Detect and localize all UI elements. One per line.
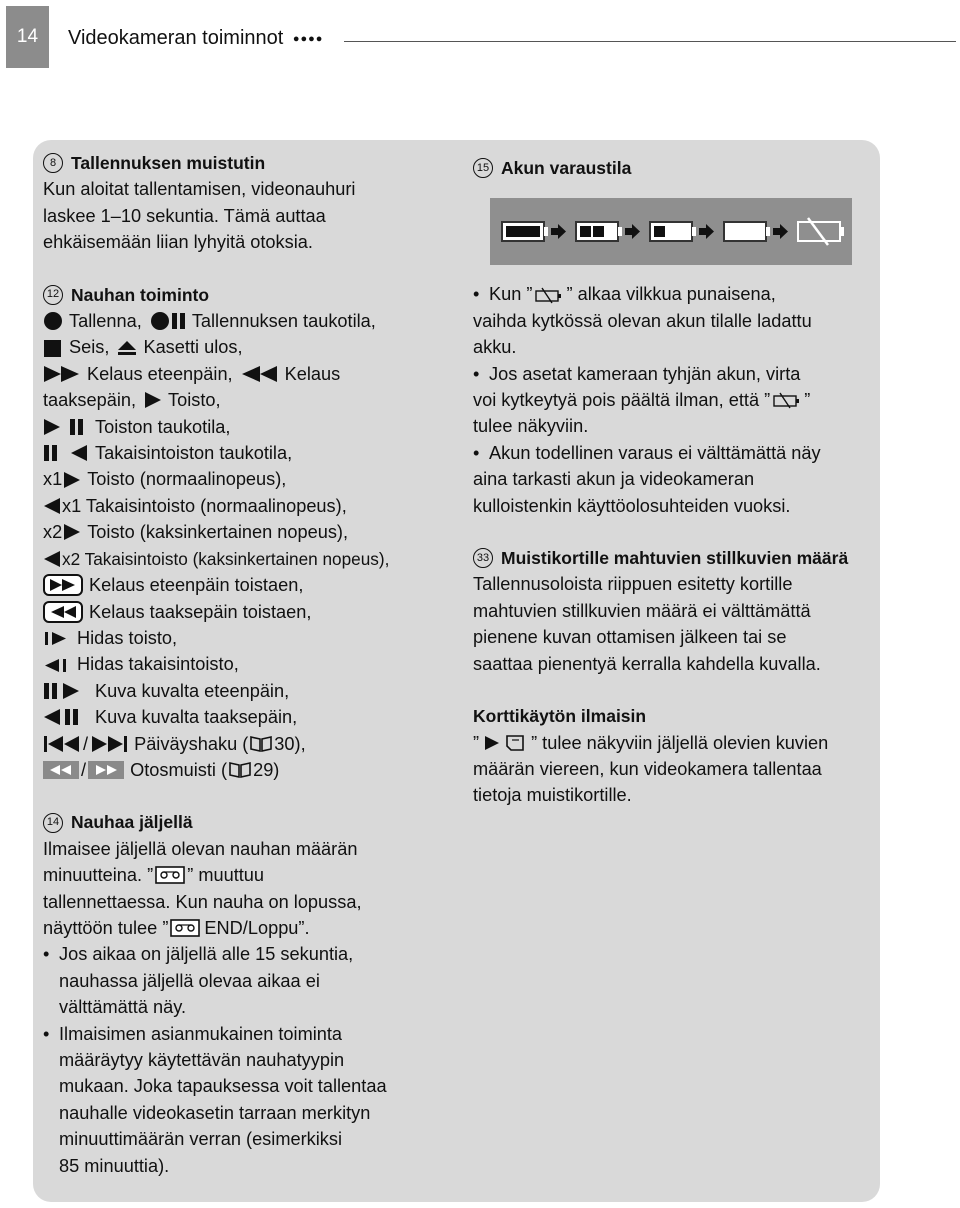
bullet-line: Jos aikaa on jäljellä alle 15 sekuntia, xyxy=(59,944,354,965)
paragraph-line xyxy=(473,730,883,756)
paragraph-line: Tallennusoloista riippuen esitetty kortille xyxy=(473,574,793,595)
text-fragment: voi kytkeytyä pois päältä ilman, että ” xyxy=(473,390,771,411)
bullet-item: • Jos asetat kameraan tyhjän akun, virta voi kytkeytyä pois päältä ilman, että ” ” tulee näkyviin. xyxy=(473,361,883,440)
list-item xyxy=(43,651,453,677)
text-fragment: ” alkaa vilkkua punaisena, xyxy=(566,284,776,305)
item-text: Tallennuksen taukotila, xyxy=(191,311,376,332)
bullet-line xyxy=(489,281,812,307)
eject-icon xyxy=(117,338,137,358)
slash-separator: / xyxy=(83,733,89,754)
paragraph-line: tietoja muistikortille. xyxy=(473,785,632,806)
reverse-play-icon xyxy=(43,496,61,516)
list-item xyxy=(43,704,453,730)
item-text: Kuva kuvalta eteenpäin, xyxy=(95,680,290,701)
section-number: 12 xyxy=(43,285,63,305)
paragraph-line: pienene kuvan ottamisen jälkeen tai se xyxy=(473,627,787,648)
item-text: x1 Takaisintoisto (normaalinopeus), xyxy=(62,495,347,516)
arrow-right-icon xyxy=(699,224,714,239)
play-icon xyxy=(63,470,81,490)
battery-low-icon xyxy=(724,222,770,241)
list-item xyxy=(43,599,453,625)
forward-index-icon xyxy=(88,760,124,780)
section-title: Akun varaustila xyxy=(501,158,632,178)
slow-reverse-icon xyxy=(43,655,71,675)
paragraph-line: ehkäisemään liian lyhyitä otoksia. xyxy=(43,232,313,253)
bullet-line: välttämättä näy. xyxy=(59,997,187,1018)
item-text: Kuva kuvalta taaksepäin, xyxy=(95,707,298,728)
item-text: Hidas toisto, xyxy=(77,627,178,648)
book-icon xyxy=(250,735,272,753)
battery-empty-icon xyxy=(772,391,802,409)
list-item xyxy=(43,546,453,572)
battery-empty-icon xyxy=(534,286,564,304)
bullet-line: mukaan. Joka tapauksessa voit tallentaa xyxy=(59,1076,387,1097)
item-text: taaksepäin, xyxy=(43,390,137,411)
right-column xyxy=(473,155,883,835)
slash-separator: / xyxy=(81,759,87,780)
item-text: Toiston taukotila, xyxy=(95,416,231,437)
bullet-line: 85 minuuttia). xyxy=(59,1155,170,1176)
bullet-item: • Kun ” ” alkaa vilkkua punaisena, vaihda kytkössä olevan akun tilalle ladattu akku. xyxy=(473,281,883,360)
section-number: 14 xyxy=(43,813,63,833)
forward-playback-icon xyxy=(43,574,83,596)
bullet-line: aina tarkasti akun ja videokameran xyxy=(473,469,755,490)
section-title: Tallennuksen muistutin xyxy=(71,153,266,173)
item-text: Otosmuisti ( xyxy=(130,759,228,780)
text-fragment: ” xyxy=(804,390,811,411)
list-item xyxy=(43,308,453,334)
list-item xyxy=(43,625,453,651)
arrow-right-icon xyxy=(625,224,640,239)
frame-reverse-icon xyxy=(43,707,89,727)
item-text: Hidas takaisintoisto, xyxy=(77,654,239,675)
page-reference: 29) xyxy=(253,759,280,780)
bullet-item: • Akun todellinen varaus ei välttämättä näy aina tarkasti akun ja videokameran kulloistenkin käyttöolosuhteiden vuoksi. xyxy=(473,440,883,519)
text-fragment: ” muuttuu xyxy=(187,865,265,886)
speed-label: x1 xyxy=(43,469,63,490)
text-fragment: näyttöön tulee ” xyxy=(43,917,169,938)
page-reference: 30), xyxy=(274,733,306,754)
item-text: Seis, xyxy=(69,337,110,358)
item-text: Toisto (normaalinopeus), xyxy=(87,469,287,490)
battery-empty-icon xyxy=(798,218,844,245)
bullet-line: määräytyy käytettävän nauhatyypin xyxy=(59,1050,345,1070)
bullet-line: minuuttimäärän verran (esimerkiksi xyxy=(59,1129,342,1150)
play-icon xyxy=(63,522,81,542)
section-heading xyxy=(43,282,453,308)
bullet-line: Ilmaisimen asianmukainen toiminta xyxy=(59,1023,343,1044)
bullet-item: • Jos aikaa on jäljellä alle 15 sekuntia, nauhassa jäljellä olevaa aikaa ei välttämättä näy. xyxy=(43,941,453,1020)
item-text: Tallenna, xyxy=(69,311,142,332)
paragraph-line: saattaa pienentyä kerralla kahdella kuvalla. xyxy=(473,653,821,674)
record-pause-icon xyxy=(150,311,186,331)
paragraph-line: Kun aloitat tallentamisen, videonauhuri xyxy=(43,179,356,200)
paragraph-line: mahtuvien stillkuvien määrä ei välttämättä xyxy=(473,600,811,621)
battery-two-thirds-icon xyxy=(576,222,622,241)
item-text: Kasetti ulos, xyxy=(143,337,243,358)
section-battery-level xyxy=(473,155,883,519)
page-number: 14 xyxy=(6,6,49,68)
rewind-playback-icon xyxy=(43,601,83,623)
section-tape-remaining xyxy=(43,809,453,1179)
text-fragment: minuutteina. ” xyxy=(43,865,154,886)
section-title: Nauhaa jäljellä xyxy=(71,812,193,833)
arrow-right-icon xyxy=(773,224,788,239)
card-access-icon xyxy=(483,733,529,753)
item-text: Kelaus eteenpäin toistaen, xyxy=(89,575,304,596)
arrow-right-icon xyxy=(551,224,566,239)
item-text: Takaisintoiston taukotila, xyxy=(95,443,293,464)
paragraph-line: määrän viereen, kun videokamera tallentaa xyxy=(473,758,822,779)
speed-label: x2 xyxy=(43,522,63,543)
paragraph-line xyxy=(43,915,453,941)
book-icon xyxy=(229,761,251,779)
text-fragment: ” tulee näkyviin jäljellä olevien kuvien xyxy=(531,732,829,753)
left-column xyxy=(43,150,453,1205)
bullet-line: kulloistenkin käyttöolosuhteiden vuoksi. xyxy=(473,495,791,516)
paragraph-line: tallennettaessa. Kun nauha on lopussa, xyxy=(43,891,362,912)
section-number: 15 xyxy=(473,158,493,178)
section-number: 33 xyxy=(473,548,493,568)
item-text: Kelaus taaksepäin toistaen, xyxy=(89,601,312,622)
section-heading xyxy=(473,545,883,571)
list-item xyxy=(43,519,453,545)
reverse-play-icon xyxy=(43,549,61,569)
header-rule xyxy=(344,41,956,42)
battery-one-third-icon xyxy=(650,222,696,241)
list-item xyxy=(43,572,453,598)
bullet-line xyxy=(473,387,810,413)
section-card-access-indicator xyxy=(473,703,883,809)
text-fragment: END/Loppu”. xyxy=(204,917,310,938)
playback-pause-icon xyxy=(43,417,89,437)
header-dots: ●●●● xyxy=(292,33,324,45)
section-heading xyxy=(43,150,453,176)
item-text: Toisto, xyxy=(168,390,221,411)
section-heading xyxy=(473,703,883,729)
list-item xyxy=(43,678,453,704)
paragraph-line: laskee 1–10 sekuntia. Tämä auttaa xyxy=(43,205,326,226)
section-heading xyxy=(43,809,453,835)
bullet-line: vaihda kytkössä olevan akun tilalle ladattu xyxy=(473,310,812,331)
bullet-line: akku. xyxy=(473,337,517,358)
skip-back-icon xyxy=(43,734,81,754)
list-item xyxy=(43,387,453,413)
section-title: Muistikortille mahtuvien stillkuvien määrä xyxy=(501,548,849,569)
stop-icon xyxy=(43,338,63,358)
cassette-icon xyxy=(170,919,200,937)
list-item xyxy=(43,414,453,440)
reverse-pause-icon xyxy=(43,443,89,463)
item-text: Kelaus eteenpäin, xyxy=(87,363,233,384)
section-recording-reminder xyxy=(43,150,453,256)
paragraph-line xyxy=(43,862,453,888)
list-item xyxy=(43,440,453,466)
battery-full-icon xyxy=(502,222,548,241)
page-header xyxy=(68,27,323,50)
item-text: Toisto (kaksinkertainen nopeus), xyxy=(87,522,349,543)
paragraph-line: Ilmaisee jäljellä olevan nauhan määrän xyxy=(43,838,358,859)
skip-forward-icon xyxy=(90,734,128,754)
bullet-line: Akun todellinen varaus ei välttämättä näy xyxy=(489,442,821,463)
list-item xyxy=(43,334,453,360)
bullet-line: nauhalle videokasetin tarraan merkityn xyxy=(59,1102,371,1123)
bullet-line: tulee näkyviin. xyxy=(473,416,589,437)
item-text: x2 Takaisintoisto (kaksinkertainen nopeus), xyxy=(62,548,390,569)
item-text: Kelaus xyxy=(284,363,341,384)
battery-level-strip xyxy=(490,198,852,265)
section-tape-operation xyxy=(43,282,453,784)
bullet-line: Jos asetat kameraan tyhjän akun, virta xyxy=(489,363,801,384)
cassette-icon xyxy=(155,866,185,884)
battery-level-graphic xyxy=(490,198,852,265)
rewind-icon xyxy=(241,364,279,384)
text-fragment: ” xyxy=(473,732,480,753)
play-icon xyxy=(144,390,162,410)
section-heading xyxy=(473,155,883,181)
list-item xyxy=(43,493,453,519)
slow-forward-icon xyxy=(43,628,71,648)
section-title: Nauhan toiminto xyxy=(71,284,210,305)
rewind-index-icon xyxy=(43,760,79,780)
list-item xyxy=(43,361,453,387)
section-title: Korttikäytön ilmaisin xyxy=(473,706,647,727)
header-title: Videokameran toiminnot xyxy=(68,27,284,49)
frame-advance-icon xyxy=(43,681,89,701)
list-item xyxy=(43,466,453,492)
text-fragment: Kun ” xyxy=(489,284,533,305)
record-icon xyxy=(43,311,63,331)
list-item xyxy=(43,731,453,757)
section-number: 8 xyxy=(43,153,63,173)
bullet-item: • Ilmaisimen asianmukainen toiminta määräytyy käytettävän nauhatyypin mukaan. Joka tapauksessa voit tallentaa nauhalle videokasetin tarraan merkityn minuuttimäärän verran (esimerkiksi 85 minuuttia). xyxy=(43,1021,453,1179)
list-item xyxy=(43,757,453,783)
section-still-image-count xyxy=(473,545,883,677)
fast-forward-icon xyxy=(43,364,81,384)
bullet-line: nauhassa jäljellä olevaa aikaa ei xyxy=(59,970,320,991)
item-text: Päiväyshaku ( xyxy=(134,733,249,754)
